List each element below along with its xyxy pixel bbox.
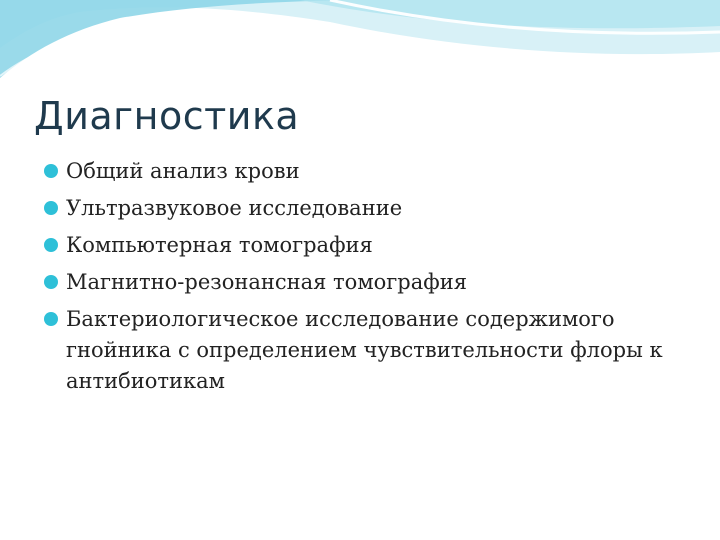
bullet-dot-icon xyxy=(44,164,58,178)
bullet-item xyxy=(44,193,684,223)
bullet-text: Компьютерная томография xyxy=(66,233,373,257)
bullet-dot-icon xyxy=(44,238,58,252)
slide-title: Диагностика xyxy=(34,94,300,138)
bullet-dot-icon xyxy=(44,275,58,289)
bullet-dot-icon xyxy=(44,201,58,215)
bullet-item xyxy=(44,267,684,297)
header-wave-decoration xyxy=(0,0,720,100)
bullet-item xyxy=(44,230,684,260)
bullet-item xyxy=(44,156,684,186)
bullet-text: Общий анализ крови xyxy=(66,159,300,183)
bullet-dot-icon xyxy=(44,312,58,326)
bullet-text: Ультразвуковое исследование xyxy=(66,196,403,220)
bullet-list xyxy=(44,156,684,397)
bullet-text: Бактериологическое исследование содержимого гнойника с определением чувствительности флоры к антибиотикам xyxy=(66,307,663,393)
bullet-text: Магнитно-резонансная томография xyxy=(66,270,467,294)
bullet-item xyxy=(44,304,684,397)
